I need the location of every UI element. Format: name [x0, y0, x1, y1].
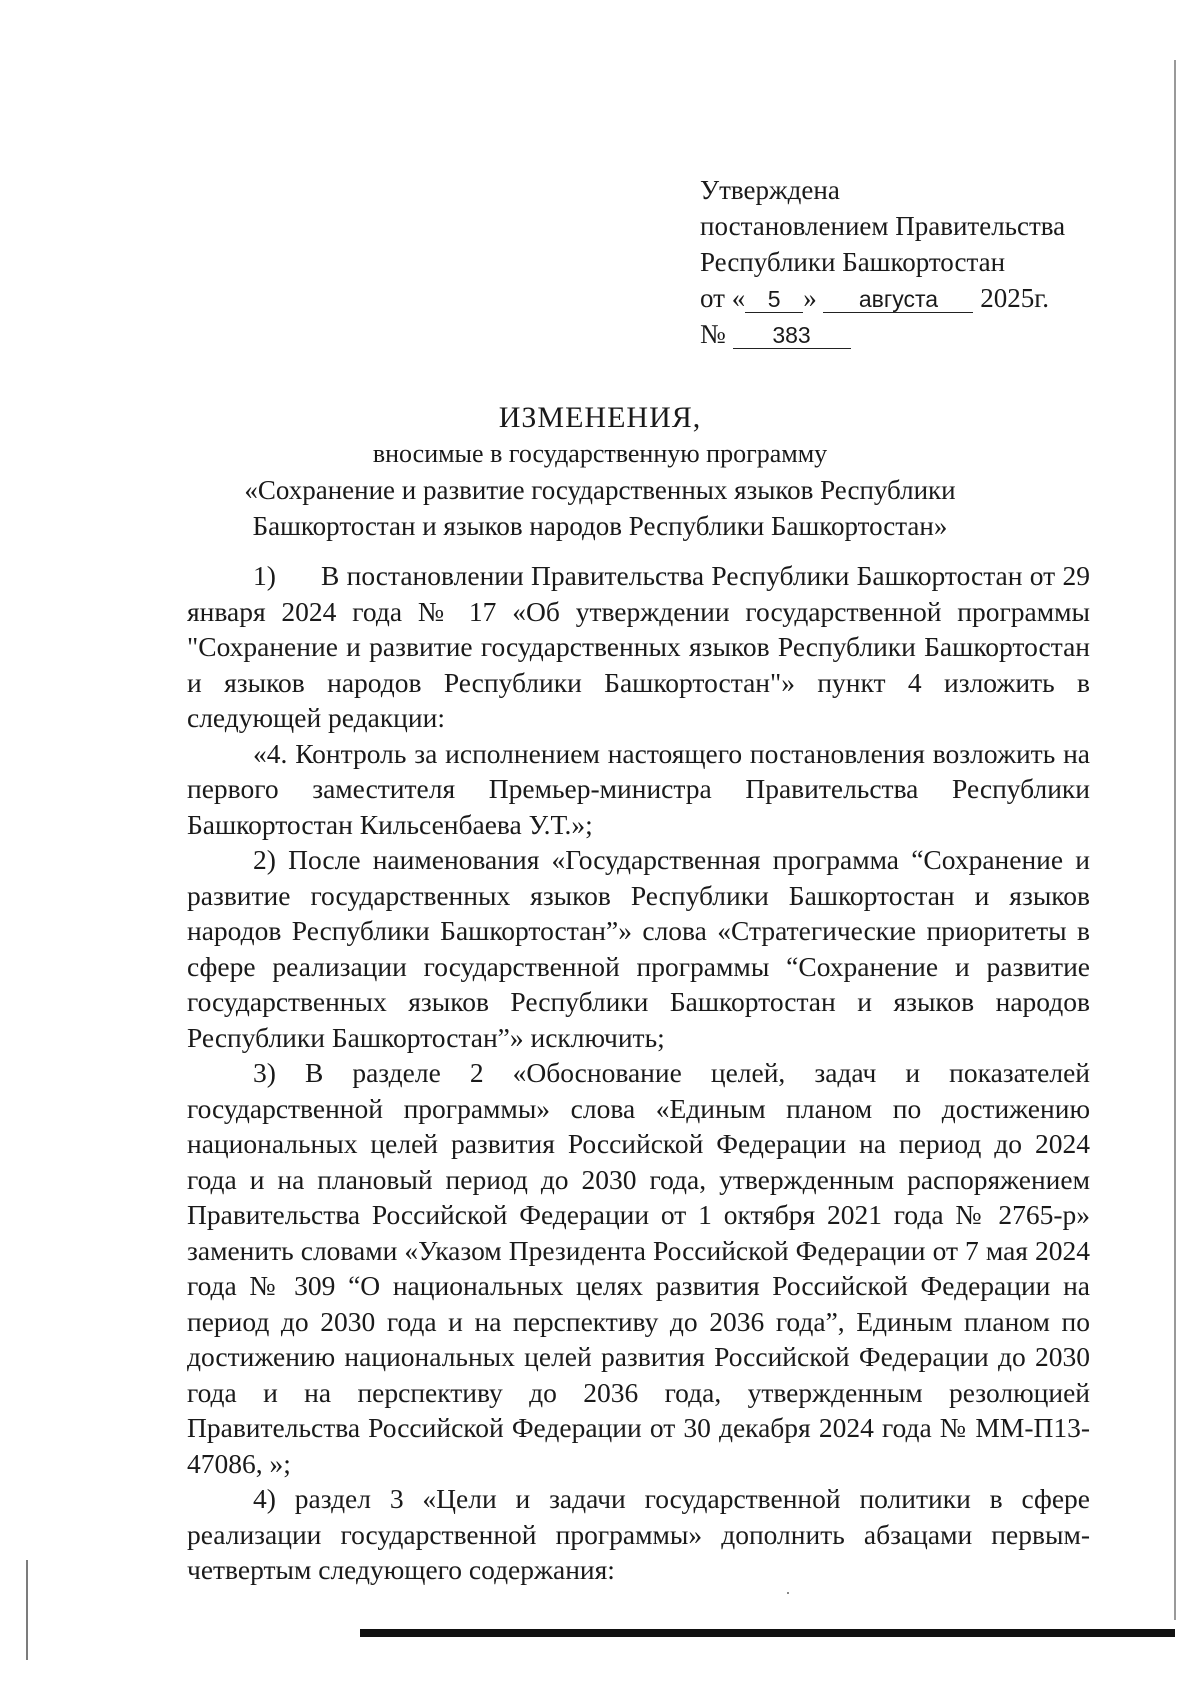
- date-prefix: от «: [700, 283, 746, 313]
- paragraph-1-number: 1): [253, 560, 276, 591]
- approval-line-3: Республики Башкортостан: [700, 247, 1006, 277]
- approval-block: [700, 172, 1065, 352]
- date-month: августа: [823, 286, 973, 313]
- paragraph-2: 2) После наименования «Государственная программа “Сохранение и развитие государственных языков Республики Башкортостан и языков народов Республики Башкортостан”» слова «Стратегические приоритеты в сфере реализации государственной программы “Сохранение и развитие государственных языков Республики Башкортостан и языков народов Республики Башкортостан”» исключить;: [187, 844, 1090, 1053]
- date-year: 2025г.: [980, 283, 1049, 313]
- paragraph-4: 4) раздел 3 «Цели и задачи государственной политики в сфере реализации государственной программы» дополнить абзацами первым-четвертым следующего содержания:: [187, 1483, 1090, 1585]
- approval-date-line: [700, 280, 1065, 316]
- scan-bottom-line: [360, 1629, 1175, 1637]
- document-heading: [0, 400, 1200, 544]
- paragraph-3: 3) В разделе 2 «Обоснование целей, задач и показателей государственной программы» слова «Единым планом по достижению национальных целей развития Российской Федерации на период до 2024 года и на плановый период до 2030 года, утвержденным распоряжением Правительства Российской Федерации от 1 октября 2021 года № 2765-р» заменить словами «Указом Президента Российской Федерации от 7 мая 2024 года № 309 “О национальных целях развития Российской Федерации на период до 2030 года и на перспективу до 2036 года”, Единым планом по достижению национальных целей развития Российской Федерации до 2030 года и на перспективу до 2036 года, утвержденным резолюцией Правительства Российской Федерации от 30 декабря 2024 года № ММ-П13-47086, »;: [187, 1057, 1090, 1479]
- scan-dot: [787, 1592, 789, 1594]
- approval-line-2: постановлением Правительства: [700, 211, 1066, 241]
- paragraph-1: [187, 558, 1090, 736]
- scan-edge-right: [1174, 60, 1176, 1620]
- document-body: [187, 558, 1090, 1588]
- approval-line-1: Утверждена: [700, 175, 840, 205]
- heading-title: ИЗМЕНЕНИЯ,: [498, 401, 702, 434]
- heading-subtitle: вносимые в государственную программу: [372, 439, 828, 468]
- date-day: 5: [745, 286, 803, 313]
- approval-number-line: [700, 316, 1065, 352]
- number-prefix: №: [700, 319, 726, 349]
- paragraph-1-text: В постановлении Правительства Республики Башкортостан от 29 января 2024 года № 17 «Об утверждении государственной программы "Сохранение и развитие государственных языков Республики Башкортостан и языков народов Республики Башкортостан"» пункт 4 изложить в следующей редакции:: [187, 560, 1090, 733]
- heading-program-line-1: «Сохранение и развитие государственных языков Республики: [244, 475, 956, 505]
- paragraph-1-quote: «4. Контроль за исполнением настоящего постановления возложить на первого заместителя Премьер-министра Правительства Республики Башкортостан Кильсенбаева У.Т.»;: [187, 737, 1090, 840]
- document-number: 383: [733, 322, 851, 349]
- heading-program-line-2: Башкортостан и языков народов Республики Башкортостан»: [252, 511, 948, 541]
- date-mid: »: [803, 283, 817, 313]
- scan-edge-left: [26, 1560, 28, 1660]
